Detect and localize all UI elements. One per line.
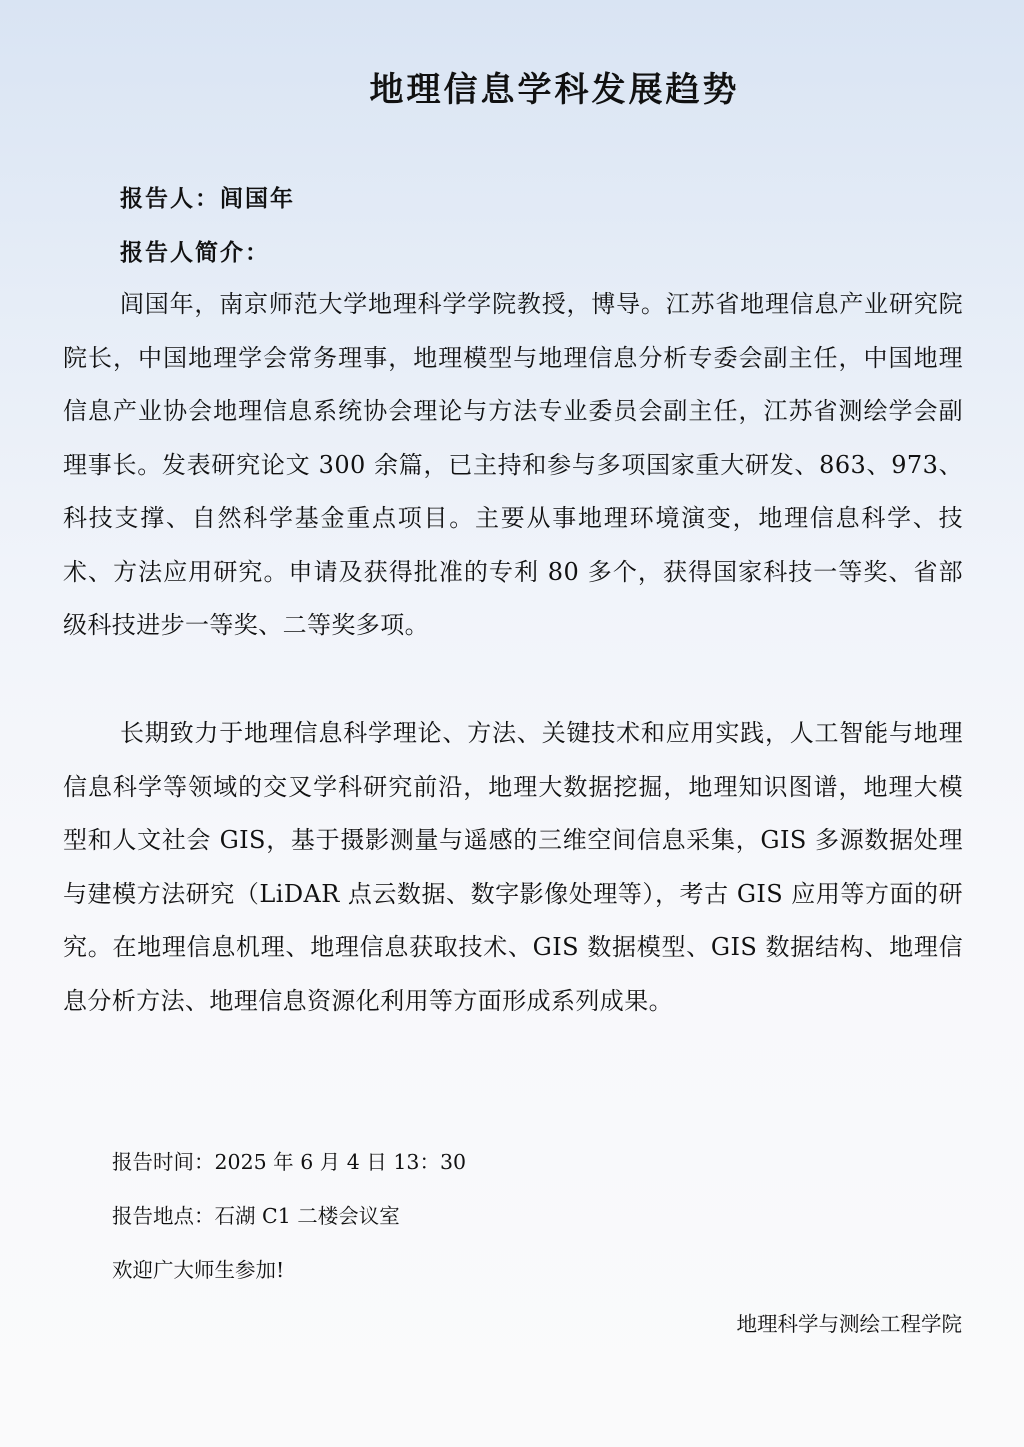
page-title: 地理信息学科发展趋势 (369, 70, 740, 110)
bio-heading: 报告人简介： (120, 240, 270, 266)
bio-paragraph-1: 闾国年，南京师范大学地理科学学院教授，博导。江苏省地理信息产业研究院院长，中国地理学会常务理事，地理模型与地理信息分析专委会副主任，中国地理信息产业协会地理信息系统协会理论与方法专业委员会副主任，江苏省测绘学会副理事长。发表研究论文 300 余篇，已主持和参与多项国家重大研发、863、973、科技支撑、自然科学基金重点项目。主要从事地理环境演变，地理信息科学、技术、方法应用研究。申请及获得批准的专利 80 多个，获得国家科技一等奖、省部级科技进步一等奖、二等奖多项。 (63, 290, 963, 639)
report-place: 报告地点：石湖 C1 二楼会议室 (112, 1204, 400, 1228)
reporter-line: 报告人：闾国年 (120, 186, 295, 212)
signature-organization: 地理科学与测绘工程学院 (736, 1312, 962, 1336)
bio-paragraph-2: 长期致力于地理信息科学理论、方法、关键技术和应用实践，人工智能与地理信息科学等领域的交叉学科研究前沿，地理大数据挖掘，地理知识图谱，地理大模型和人文社会 GIS，基于摄影测量与遥感的三维空间信息采集，GIS 多源数据处理与建模方法研究（LiDAR 点云数据、数字影像处理等），考古 GIS 应用等方面的研究。在地理信息机理、地理信息获取技术、GIS 数据模型、GIS 数据结构、地理信息分析方法、地理信息资源化利用等方面形成系列成果。 (63, 719, 963, 1015)
report-time: 报告时间：2025 年 6 月 4 日 13：30 (112, 1150, 467, 1174)
welcome-text: 欢迎广大师生参加! (112, 1258, 285, 1282)
